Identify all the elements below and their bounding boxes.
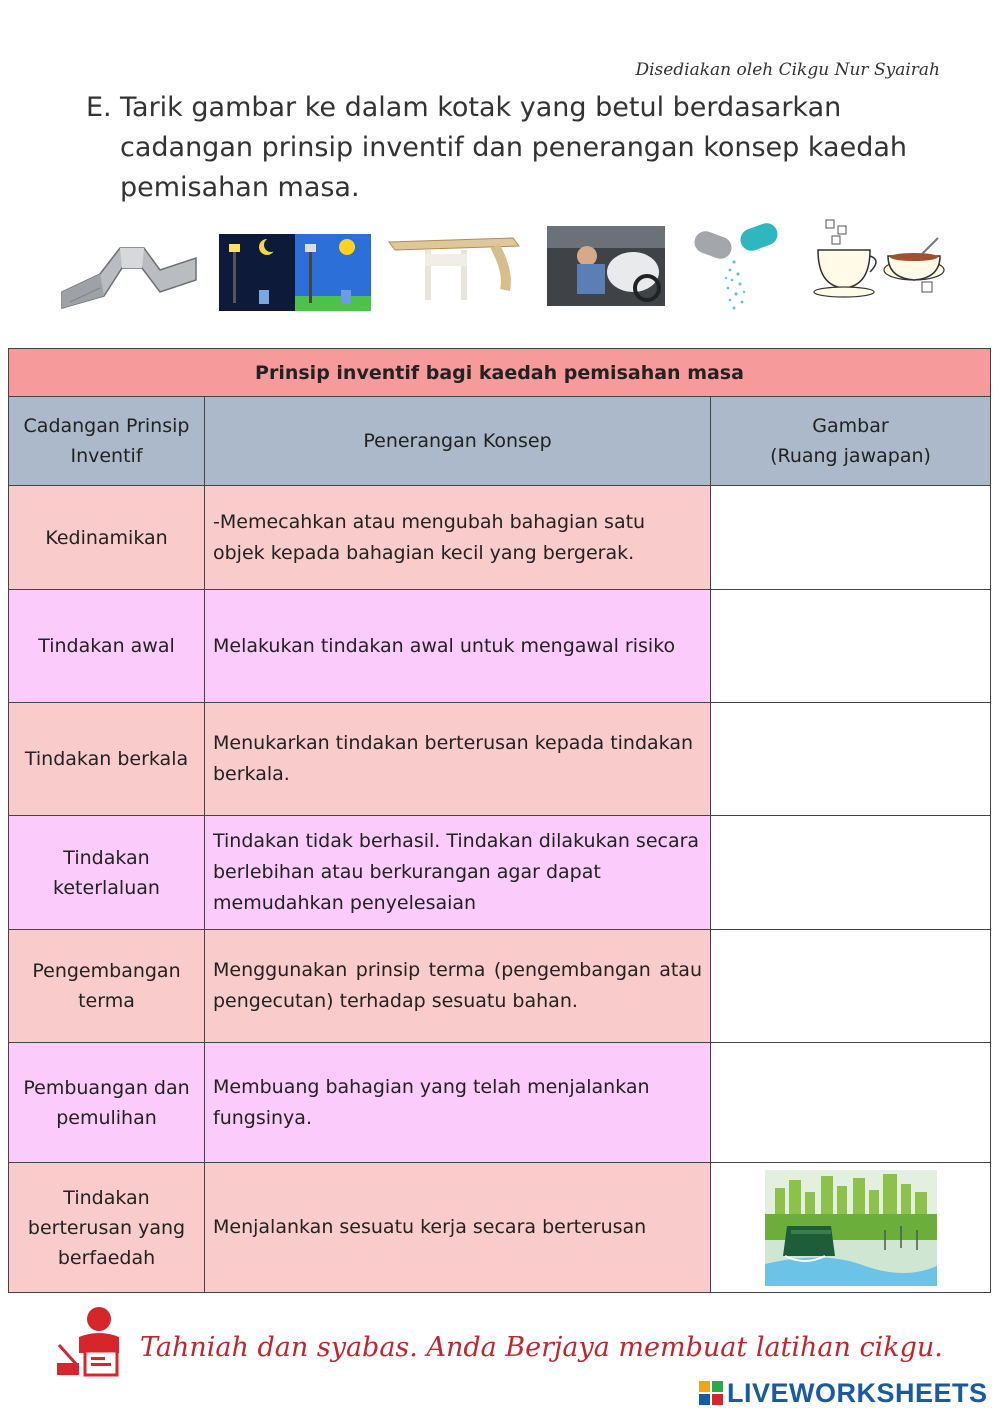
concept-cell: -Memecahkan atau mengubah bahagian satu objek kepada bahagian kecil yang bergerak. [205, 486, 711, 590]
hydro-dam-city-image [765, 1170, 937, 1286]
author-credit: Disediakan oleh Cikgu Nur Syairah [635, 60, 940, 80]
principle-cell: Tindakan berterusan yang berfaedah [9, 1163, 205, 1293]
answer-dropzone[interactable] [711, 930, 991, 1043]
brand-name: LIVEWORKSHEETS [727, 1378, 988, 1408]
concept-cell: Tindakan tidak berhasil. Tindakan dilakukan secara berlebihan atau berkurangan agar dapat memudahkan penyelesaian [205, 816, 711, 930]
answer-dropzone[interactable] [711, 703, 991, 816]
concept-cell: Menggunakan prinsip terma (pengembangan atau pengecutan) terhadap sesuatu bahan. [205, 930, 711, 1043]
liveworksheets-logo-icon [699, 1381, 723, 1405]
concept-cell: Menukarkan tindakan berterusan kepada tindakan berkala. [205, 703, 711, 816]
table-row [9, 703, 991, 816]
car-airbag-image[interactable] [547, 226, 665, 306]
principle-cell: Tindakan berkala [9, 703, 205, 816]
tea-sugar-cup-image[interactable] [810, 216, 946, 302]
header-concept: Penerangan Konsep [205, 397, 711, 486]
teacher-icon [55, 1305, 131, 1381]
table-row [9, 1043, 991, 1163]
table-row [9, 930, 991, 1043]
table-row [9, 590, 991, 703]
question-number: E. [86, 92, 112, 123]
header-principle: Cadangan Prinsip Inventif [9, 397, 205, 486]
instruction-text: Tarik gambar ke dalam kotak yang betul berdasarkan cadangan prinsip inventif dan penerangan konsep kaedah pemisahan masa. [120, 92, 908, 203]
congratulation-message: Tahniah dan syabas. Anda Berjaya membuat latihan cikgu. [140, 1332, 943, 1363]
principle-cell: Pengembangan terma [9, 930, 205, 1043]
table-row [9, 486, 991, 590]
principle-cell: Tindakan awal [9, 590, 205, 703]
day-night-streetlamp-image[interactable] [219, 234, 371, 311]
medicine-capsule-image[interactable] [690, 222, 786, 314]
answer-dropzone[interactable] [711, 1163, 991, 1293]
principle-cell: Kedinamikan [9, 486, 205, 590]
answer-dropzone[interactable] [711, 486, 991, 590]
principle-cell: Pembuangan dan pemulihan [9, 1043, 205, 1163]
table-row [9, 1163, 991, 1293]
concept-cell: Melakukan tindakan awal untuk mengawal risiko [205, 590, 711, 703]
steel-beam-image[interactable] [60, 240, 198, 310]
concept-cell: Membuang bahagian yang telah menjalankan fungsinya. [205, 1043, 711, 1163]
foldable-table-image[interactable] [385, 232, 520, 302]
concept-cell: Menjalankan sesuatu kerja secara berterusan [205, 1163, 711, 1293]
header-image [711, 397, 991, 486]
principle-cell: Tindakan keterlaluan [9, 816, 205, 930]
answer-dropzone[interactable] [711, 816, 991, 930]
answer-dropzone[interactable] [711, 590, 991, 703]
header-image-line1: Gambar [812, 415, 889, 437]
table-title: Prinsip inventif bagi kaedah pemisahan masa [9, 349, 991, 397]
principles-table [8, 348, 991, 1293]
header-image-line2: (Ruang jawapan) [770, 445, 931, 467]
instruction [86, 88, 926, 208]
table-row [9, 816, 991, 930]
answer-dropzone[interactable] [711, 1043, 991, 1163]
